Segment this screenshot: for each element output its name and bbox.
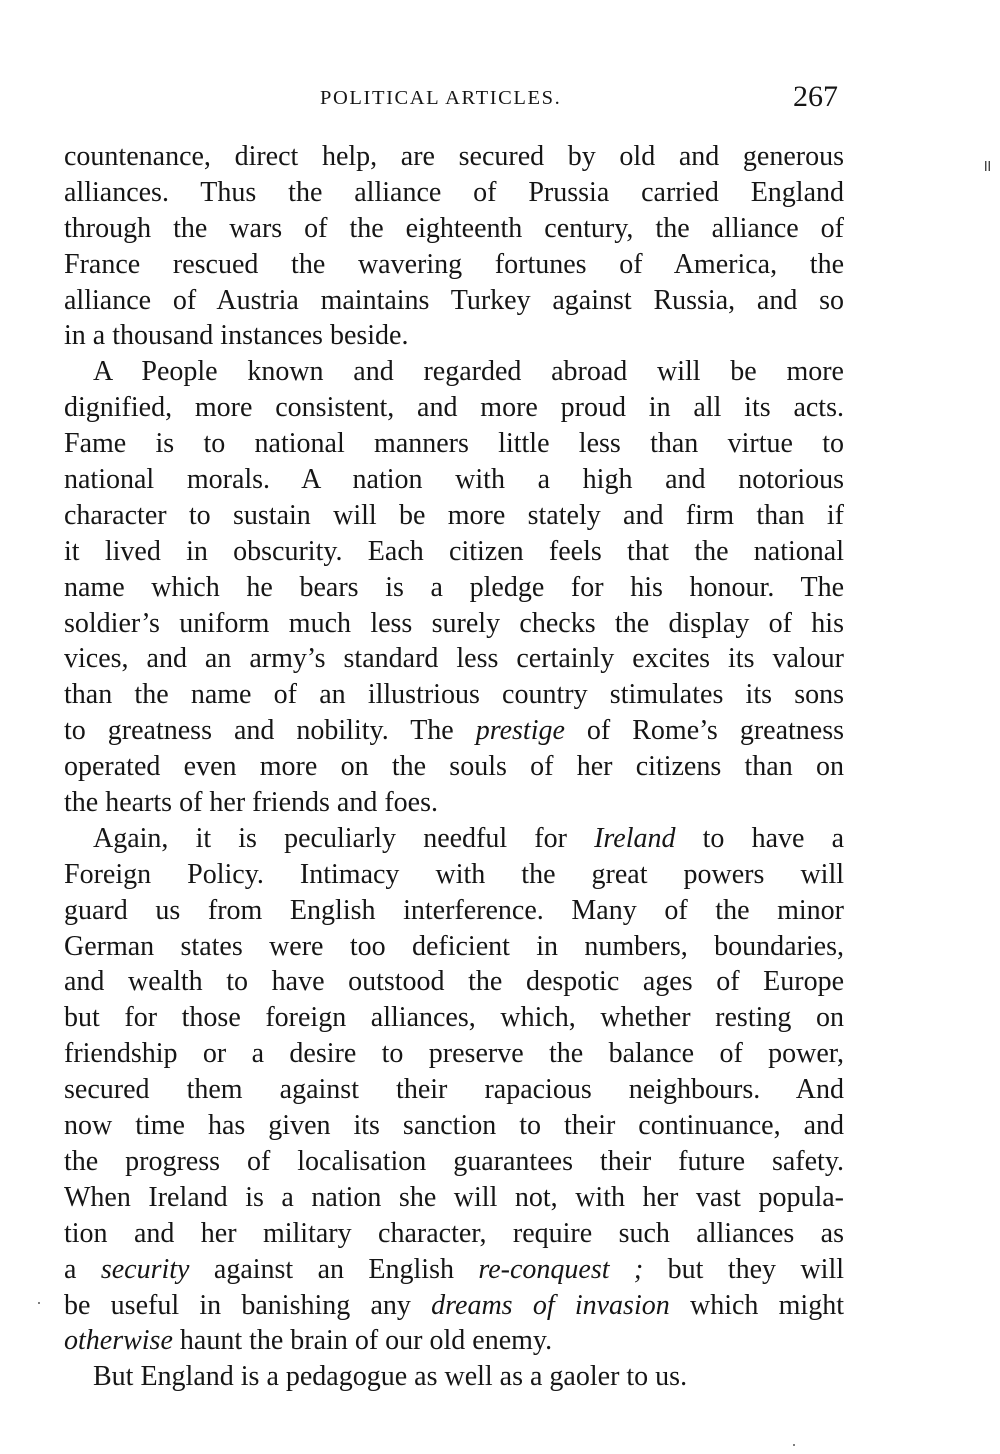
text-line: a security against an English re-conquest ; but they will <box>64 1253 845 1285</box>
running-title: POLITICAL ARTICLES. <box>320 87 562 109</box>
text-line: than the name of an illustrious country stimulates its sons <box>64 679 844 711</box>
italic-re-conquest: re-conquest ; <box>478 1253 644 1285</box>
paragraph-start-line: But England is a pedagogue as well as a gaoler to us. <box>93 1361 688 1393</box>
page-number: 267 <box>793 80 838 113</box>
italic-ireland: Ireland <box>594 822 676 854</box>
text-line: the progress of localisation guarantees their future safety. <box>64 1145 844 1177</box>
text-line: national morals. A nation with a high and notorious <box>64 464 844 496</box>
text-line: character to sustain will be more stately and firm than if <box>64 499 844 531</box>
text-line: friendship or a desire to preserve the balance of power, <box>64 1038 844 1070</box>
paper-speck <box>38 1302 40 1304</box>
text-line: dignified, more consistent, and more proud in all its acts. <box>64 392 844 424</box>
text-line: secured them against their rapacious neighbours. And <box>64 1074 844 1106</box>
italic-dreams-of-invasion: dreams of invasion <box>431 1289 670 1321</box>
text-line: operated even more on the souls of her citizens than on <box>64 751 844 783</box>
text-line: alliance of Austria maintains Turkey against Russia, and so <box>64 284 844 316</box>
text-line: tion and her military character, require such alliances as <box>64 1217 844 1249</box>
text-line: through the wars of the eighteenth century, the alliance of <box>64 212 844 244</box>
text-line: Fame is to national manners little less than virtue to <box>64 428 844 460</box>
text-line: it lived in obscurity. Each citizen feels that the national <box>64 535 844 567</box>
text-line: When Ireland is a nation she will not, with her vast popula- <box>64 1181 844 1213</box>
text-line: countenance, direct help, are secured by old and generous <box>64 141 844 172</box>
text-line: Foreign Policy. Intimacy with the great powers will <box>64 858 844 890</box>
italic-prestige: prestige <box>475 715 565 747</box>
article-body <box>64 139 844 1395</box>
text-line: in a thousand instances beside. <box>64 320 409 352</box>
paper-speck <box>793 1444 795 1446</box>
text-line: and wealth to have outstood the despotic ages of Europe <box>64 966 844 998</box>
text-line: France rescued the wavering fortunes of America, the <box>64 248 844 280</box>
text-line: vices, and an army’s standard less certainly excites its valour <box>64 643 844 675</box>
margin-mark: ॥ <box>982 158 992 175</box>
text-line: German states were too deficient in numbers, boundaries, <box>64 930 844 962</box>
text-line: name which he bears is a pledge for his honour. The <box>64 571 844 603</box>
text-line: the hearts of her friends and foes. <box>64 787 438 819</box>
italic-otherwise: otherwise <box>64 1325 173 1357</box>
text-line: alliances. Thus the alliance of Prussia carried England <box>64 176 844 208</box>
text-line: but for those foreign alliances, which, whether resting on <box>64 1002 844 1034</box>
text-line: otherwise haunt the brain of our old enemy. <box>64 1325 553 1357</box>
italic-security: security <box>100 1253 190 1285</box>
text-line: guard us from English interference. Many of the minor <box>64 894 844 926</box>
paragraph-start-line: A People known and regarded abroad will be more <box>93 356 844 388</box>
text-line: be useful in banishing any dreams of invasion which might <box>64 1289 844 1321</box>
text-line: soldier’s uniform much less surely checks the display of his <box>64 607 844 639</box>
paragraph-start-line: Again, it is peculiarly needful for Ireland to have a <box>93 822 845 854</box>
text-line: now time has given its sanction to their continuance, and <box>64 1110 844 1142</box>
text-line: to greatness and nobility. The prestige of Rome’s greatness <box>64 715 845 747</box>
